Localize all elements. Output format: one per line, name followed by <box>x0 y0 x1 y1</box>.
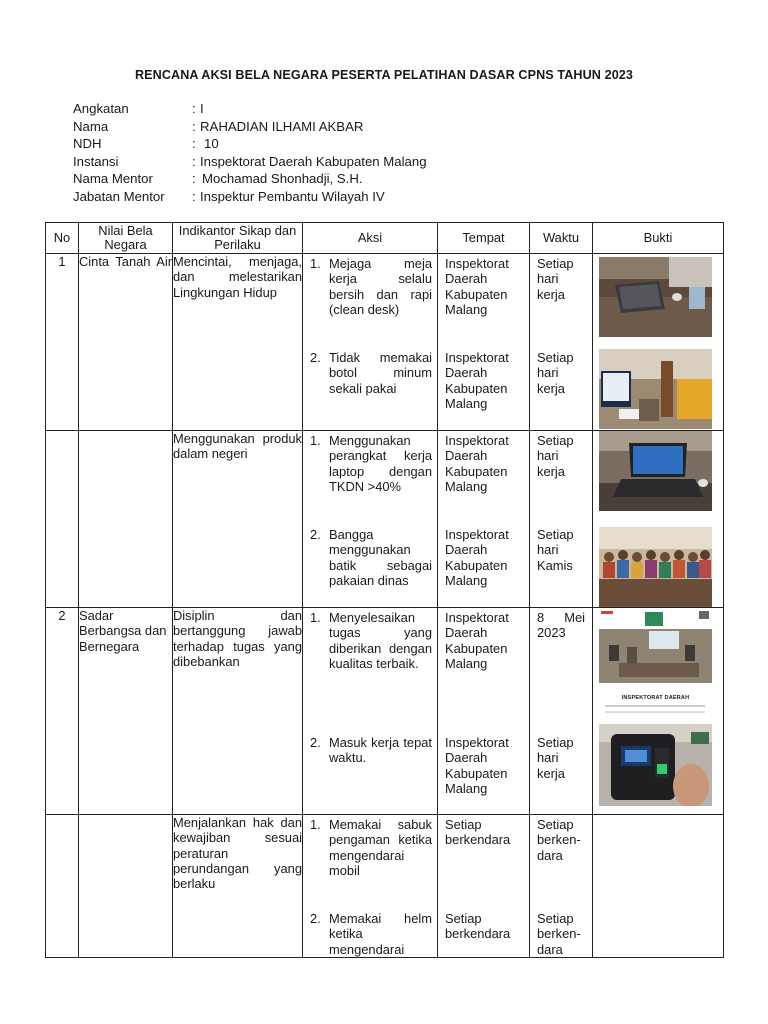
info-label: Instansi <box>73 153 119 169</box>
action-item: 1. Mejaga meja kerja selalu bersih dan rapi (clean desk) <box>310 256 432 317</box>
info-row-nama-mentor: Nama Mentor : Mochamad Shonhadji, S.H. <box>73 171 363 187</box>
info-label: Angkatan <box>73 101 129 116</box>
photo-caption: INSPEKTORAT DAERAH <box>621 695 690 701</box>
action-item: 2. Masuk kerja tepat waktu. <box>310 735 432 766</box>
info-value: Inspektorat Daerah Kabupaten Malang <box>200 153 427 169</box>
info-value: Inspektur Pembantu Wilayah IV <box>200 188 385 204</box>
table-header-row <box>46 223 724 254</box>
info-label: Jabatan Mentor <box>73 188 165 204</box>
desk-laptop-photo <box>599 257 712 337</box>
action-item: 2. Bangga menggunakan batik sebagai pakaian dinas <box>310 527 432 588</box>
header-bukti: Bukti <box>593 223 724 254</box>
row-indikator: Mencintai, menjaga, dan melestarikan Lingkungan Hidup <box>173 254 303 431</box>
action-item: 1. Menyelesaikan tugas yang diberikan dengan kualitas terbaik. <box>310 610 432 671</box>
info-row-ndh: NDH : 10 <box>73 136 219 152</box>
row-nilai <box>79 431 173 608</box>
action-plan-table <box>45 222 724 958</box>
header-nilai: Nilai Bela Negara <box>79 223 173 254</box>
document-title: RENCANA AKSI BELA NEGARA PESERTA PELATIHAN DASAR CPNS TAHUN 2023 <box>134 68 634 82</box>
row-indikator: Menggunakan produk dalam negeri <box>173 431 303 608</box>
info-value: Mochamad Shonhadji, S.H. <box>202 171 363 187</box>
waktu-cell: Setiap berken-dara <box>537 817 581 863</box>
participant-info <box>73 100 427 206</box>
table-row <box>46 815 724 958</box>
header-indikator: Indikantor Sikap dan Perilaku <box>173 223 303 254</box>
row-nilai: Sadar Berbangsa dan Bernegara <box>79 608 173 815</box>
row-indikator: Menjalankan hak dan kewajiban sesuai peraturan perundangan yang berlaku <box>173 815 303 958</box>
tempat-cell: Inspektorat Daerah Kabupaten Malang <box>445 527 509 588</box>
tempat-cell: Inspektorat Daerah Kabupaten Malang <box>445 256 509 317</box>
header-no: No <box>46 223 79 254</box>
row-no: 2 <box>46 608 79 815</box>
info-value: I <box>200 101 204 116</box>
table-row <box>46 431 724 608</box>
waktu-cell: Setiap hari kerja <box>537 433 574 479</box>
info-value: RAHADIAN ILHAMI AKBAR <box>200 118 364 134</box>
office-bottle-photo <box>599 349 712 429</box>
header-aksi: Aksi <box>303 223 438 254</box>
group-batik-photo <box>599 527 712 607</box>
waktu-cell: 8 Mei 2023 <box>537 610 585 641</box>
row-no <box>46 431 79 608</box>
info-row-angkatan: Angkatan : I <box>73 101 204 116</box>
bukti-empty <box>593 815 724 958</box>
row-indikator: Disiplin dan bertanggung jawab terhadap tugas yang dibebankan <box>173 608 303 815</box>
action-item: 2. Memakai helm ketika mengendarai <box>310 911 432 957</box>
header-waktu: Waktu <box>530 223 593 254</box>
row-nilai <box>79 815 173 958</box>
tempat-cell: Inspektorat Daerah Kabupaten Malang <box>445 433 509 494</box>
waktu-cell: Setiap hari kerja <box>537 256 574 302</box>
header-tempat: Tempat <box>438 223 530 254</box>
fingerprint-machine-photo <box>599 724 712 806</box>
row-nilai: Cinta Tanah Air <box>79 254 173 431</box>
tempat-cell: Inspektorat Daerah Kabupaten Malang <box>445 350 509 411</box>
laptop-photo <box>599 431 712 511</box>
info-label: Nama <box>73 118 109 134</box>
tempat-cell: Setiap berkendara <box>445 817 511 848</box>
info-label: NDH <box>73 136 102 152</box>
table-row <box>46 254 724 431</box>
waktu-cell: Setiap berken-dara <box>537 911 581 957</box>
info-row-instansi: Instansi : Inspektorat Daerah Kabupaten Malang <box>73 153 427 169</box>
tempat-cell: Inspektorat Daerah Kabupaten Malang <box>445 610 509 671</box>
waktu-cell: Setiap hari kerja <box>537 350 574 396</box>
inspektorat-meeting-photo <box>599 609 712 717</box>
info-row-jabatan-mentor: Jabatan Mentor : Inspektur Pembantu Wilayah IV <box>73 188 385 204</box>
action-item: 2. Tidak memakai botol minum sekali pakai <box>310 350 432 396</box>
tempat-cell: Inspektorat Daerah Kabupaten Malang <box>445 735 509 796</box>
tempat-cell: Setiap berkendara <box>445 911 511 942</box>
row-no <box>46 815 79 958</box>
action-item: 1. Memakai sabuk pengaman ketika mengendarai mobil <box>310 817 432 878</box>
info-value: 10 <box>204 136 219 152</box>
action-item: 1. Menggunakan perangkat kerja laptop dengan TKDN >40% <box>310 433 432 494</box>
table-row <box>46 608 724 815</box>
row-no: 1 <box>46 254 79 431</box>
info-row-nama: Nama : RAHADIAN ILHAMI AKBAR <box>73 118 364 134</box>
waktu-cell: Setiap hari Kamis <box>537 527 574 573</box>
waktu-cell: Setiap hari kerja <box>537 735 574 781</box>
info-label: Nama Mentor <box>73 171 153 187</box>
